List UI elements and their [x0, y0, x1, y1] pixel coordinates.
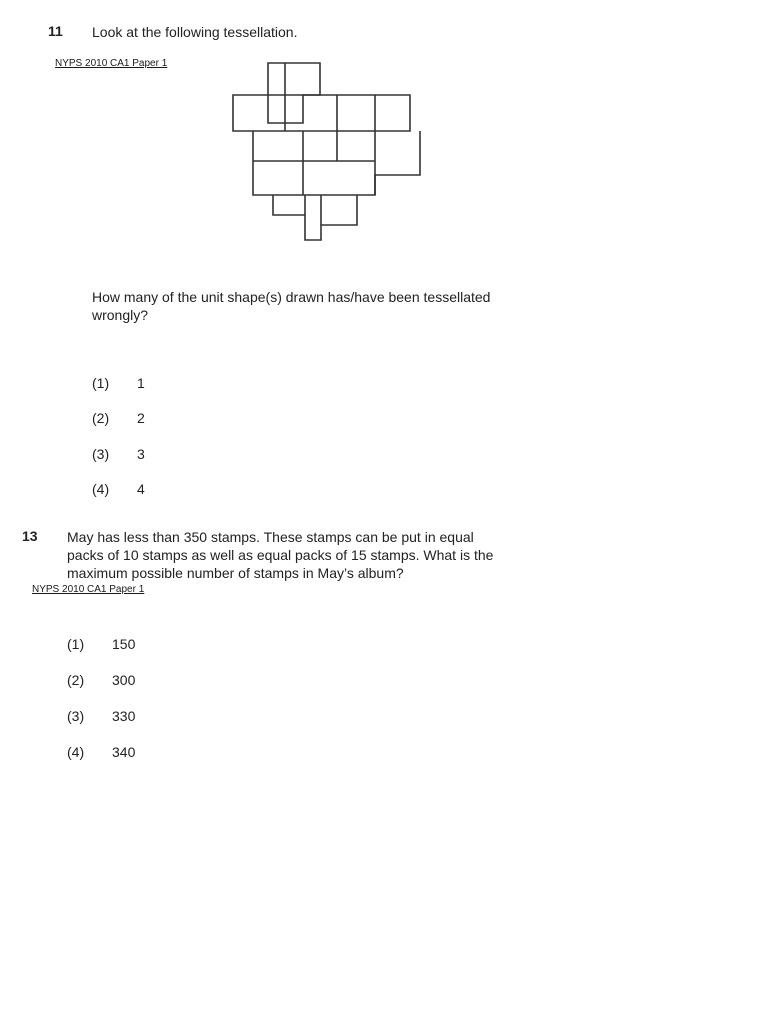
tessellation-figure [225, 55, 440, 245]
q11-option-1-num: (1) [92, 375, 110, 391]
tile-row-middle-dividers [285, 95, 375, 131]
q11-question: How many of the unit shape(s) drawn has/have been tessellated wrongly? [92, 289, 491, 323]
q11-option-2-num: (2) [92, 410, 110, 426]
q11-option-4-value: 4 [137, 481, 145, 497]
q13-option-1-value: 150 [112, 636, 136, 652]
q13-option-3-num: (3) [67, 708, 85, 724]
q11-prompt: Look at the following tessellation. [92, 24, 298, 40]
tile-row-lower-dividers [253, 131, 375, 195]
q11-option-2-value: 2 [137, 410, 145, 426]
q13-option-1-num: (1) [67, 636, 85, 652]
q13-source: NYPS 2010 CA1 Paper 1 [32, 584, 145, 595]
q13-line-3: maximum possible number of stamps in May’s album? [67, 565, 404, 581]
tile-bottom-inner [305, 195, 321, 225]
q11-option-3-value: 3 [137, 446, 145, 462]
q13-option-4-num: (4) [67, 744, 85, 760]
q13-number: 13 [22, 528, 38, 544]
q13-option-4-value: 340 [112, 744, 136, 760]
tile-row-middle-outline [233, 95, 410, 131]
q13-line-2: packs of 10 stamps as well as equal packs of 15 stamps. What is the [67, 547, 494, 563]
q13-option-2-num: (2) [67, 672, 85, 688]
q11-source: NYPS 2010 CA1 Paper 1 [55, 58, 168, 69]
q13-option-2-value: 300 [112, 672, 136, 688]
q11-option-3-num: (3) [92, 446, 110, 462]
q11-option-4-num: (4) [92, 481, 110, 497]
q11-number: 11 [48, 23, 63, 39]
q11-option-1-value: 1 [137, 375, 145, 391]
q13-line-1: May has less than 350 stamps. These stamps can be put in equal [67, 529, 474, 545]
q13-option-3-value: 330 [112, 708, 136, 724]
tile-bottom [273, 195, 357, 240]
tile-top [268, 63, 320, 123]
